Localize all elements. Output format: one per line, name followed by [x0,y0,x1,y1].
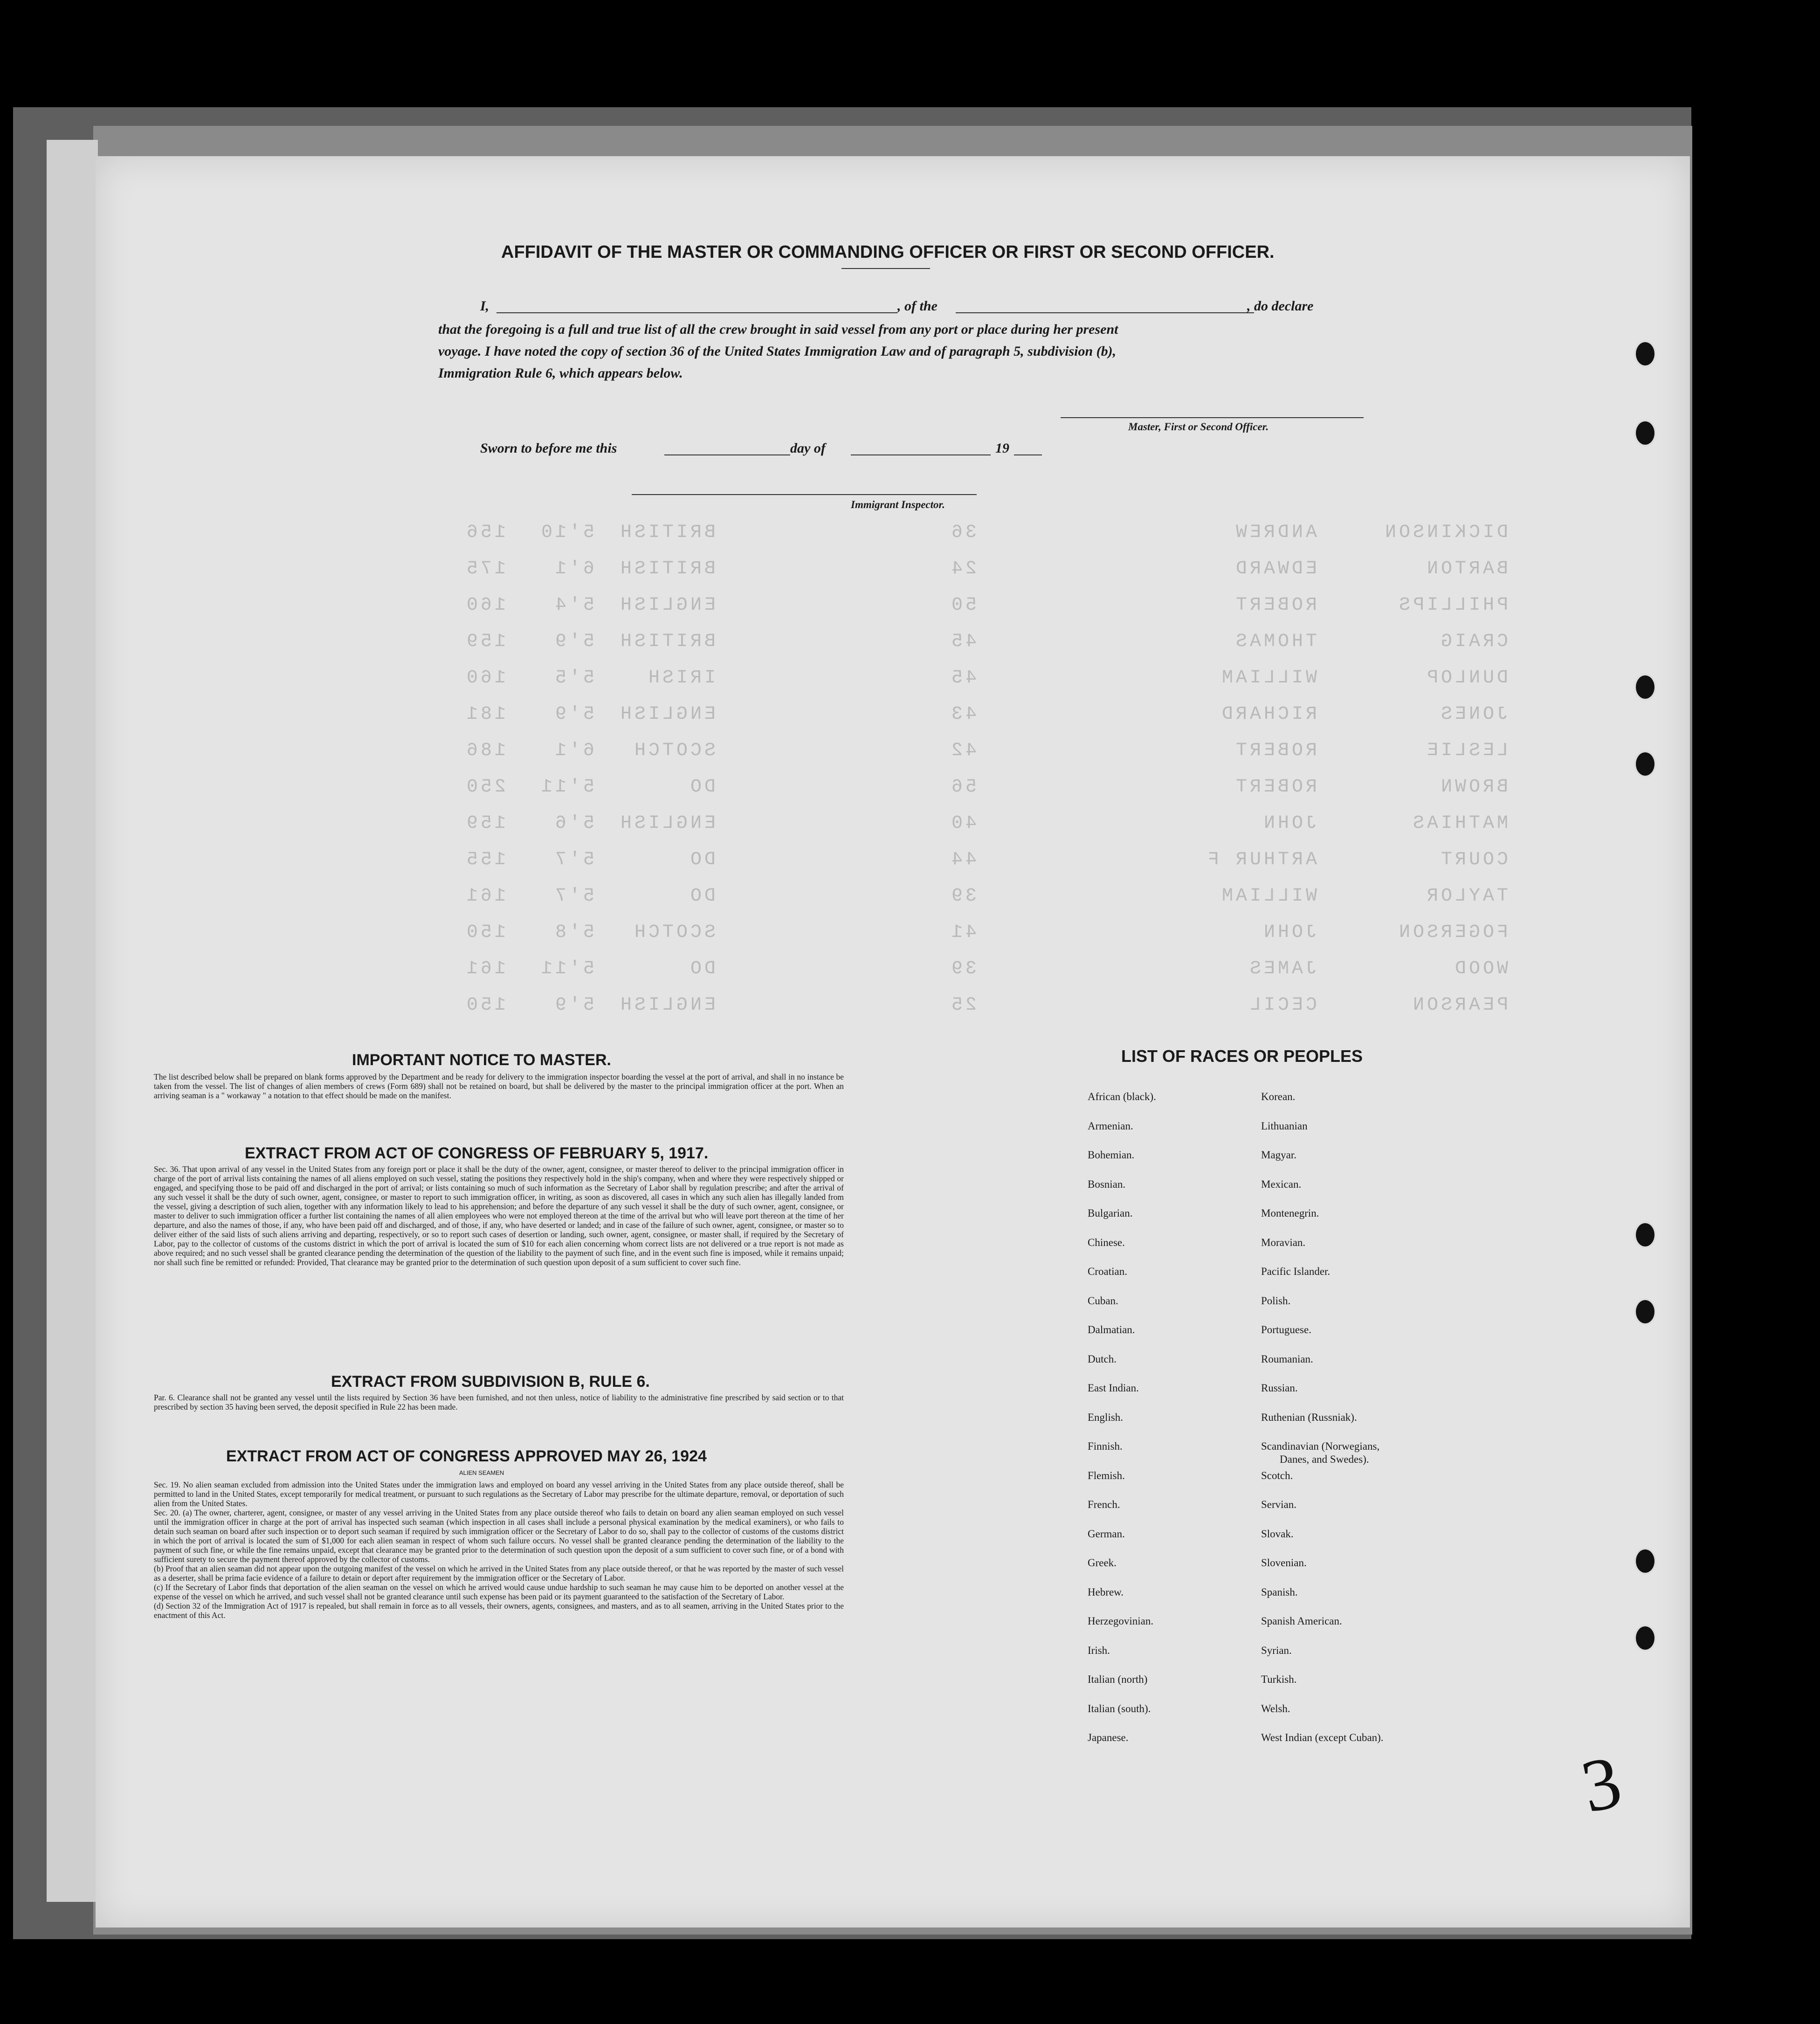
bleed-through-wt: 161 [463,958,506,979]
bleed-through-given: JOHN [1261,922,1317,943]
race-item: Croatian. [1088,1266,1127,1277]
bleed-through-given: WILLIAM [1219,886,1317,907]
extract-1917-title: EXTRACT FROM ACT OF CONGRESS OF FEBRUARY 5, 1917. [245,1144,709,1162]
bleed-through-surname: FOGERSON [1396,922,1508,943]
bleed-through-wt: 175 [463,558,506,579]
race-item: Moravian. [1261,1236,1306,1248]
race-item: Pacific Islander. [1261,1266,1331,1277]
bleed-through-ht: 5'9 [552,995,594,1016]
bleed-through-given: WILLIAM [1219,668,1317,688]
race-item: Irish. [1088,1644,1110,1656]
rule-6-text: Par. 6. Clearance shall not be granted any vessel until the lists required by Section 36 have been furnished, and not then unless, notice of liability to the administrative fine prescribed by said section or to that prescribed by section 35 having been served, the deposit specified in Rule 22 has been made. [154,1393,844,1411]
vessel-blank [956,312,1254,313]
bleed-through-given: ROBERT [1233,595,1317,616]
bleed-through-ht: 5'9 [552,704,594,725]
notice-title: IMPORTANT NOTICE TO MASTER. [352,1051,611,1069]
bleed-through-age: 39 [948,958,977,979]
bleed-through-wt: 160 [463,668,506,688]
bleed-through-given: ROBERT [1233,740,1317,761]
bleed-through-wt: 186 [463,740,506,761]
inspector-signature-blank [632,494,977,495]
bleed-through-row [96,558,1634,586]
race-item: Japanese. [1088,1732,1129,1743]
punch-hole [1634,340,1656,367]
sworn-day-blank [664,454,790,455]
race-item: Bohemian. [1088,1149,1135,1161]
race-item: Roumanian. [1261,1353,1313,1365]
document-page [96,156,1690,1928]
bleed-through-given: JOHN [1261,813,1317,834]
bleed-through-ht: 5'8 [552,922,594,943]
bleed-through-nat: DO [687,777,716,798]
affidavit-declare: , do declare [1247,298,1314,314]
race-item: Scotch. [1261,1469,1293,1481]
race-item: Bosnian. [1088,1178,1126,1190]
bleed-through-row [96,631,1634,659]
race-item: Polish. [1261,1294,1291,1307]
bleed-through-wt: 156 [463,522,506,543]
punch-hole [1634,1625,1656,1652]
race-item: Armenian. [1088,1120,1133,1132]
race-item: Mexican. [1261,1178,1302,1190]
bleed-through-wt: 159 [463,631,506,652]
bleed-through-ht: 5'7 [552,886,594,907]
bleed-through-age: 42 [948,740,977,761]
race-item: Finnish. [1088,1440,1123,1452]
race-item: Portuguese. [1261,1324,1311,1336]
section-20b: (b) Proof that an alien seaman did not appear upon the outgoing manifest of the vessel on which he arrived in the United States from any place outside thereof, or that he was reported by the master of such vessel as a deserter, shall be prima facie evidence of a failure to detain or deport after requirement by the immigration officer or the Secretary of Labor. [154,1564,844,1583]
bleed-through-ht: 6'1 [552,740,594,761]
bleed-through-given: ROBERT [1233,777,1317,798]
race-item: French. [1088,1499,1120,1510]
bleed-through-surname: MATHIAS [1410,813,1508,834]
punch-hole [1634,420,1656,447]
bleed-through-wt: 160 [463,595,506,616]
title-underline [841,268,930,269]
bleed-through-age: 39 [948,886,977,907]
race-item: Scandinavian (Norwegians, [1261,1440,1380,1452]
race-item: Cuban. [1088,1294,1118,1307]
race-item: Turkish. [1261,1673,1297,1685]
race-item-continuation: Danes, and Swedes). [1280,1453,1369,1465]
affidavit-line-4: Immigration Rule 6, which appears below. [438,365,683,381]
race-item: Servian. [1261,1499,1297,1510]
extract-1924-subtitle: ALIEN SEAMEN [459,1469,504,1476]
race-item: Hebrew. [1088,1586,1124,1598]
bleed-through-given: RICHARD [1219,704,1317,725]
race-item: Korean. [1261,1091,1296,1102]
bleed-through-age: 25 [948,995,977,1016]
section-20a: Sec. 20. (a) The owner, charterer, agent, consignee, or master of any vessel arriving in the United States from any place outside thereof who fails to detain on board any alien seaman employed on such vessel until the immigration officer in charge at the port of arrival has inspected such seaman (which inspection in all cases shall include a personal physical examination by the medical examiners), or who fails to detain such seaman on board after such inspection or to deport such seaman if required by such immigration officer or the Secretary of Labor to do so, shall pay to the collector of customs of the customs district in which the port of arrival is located the sum of $1,000 for each alien seaman in respect of whom such failure occurs. No vessel shall be granted clearance pending the determination of the liability to the payment of such fine, or while the fine remains unpaid, except that clearance may be granted prior to the determination of such question upon the deposit of a sum sufficient to cover such fine, or of a bond with sufficient surety to secure the payment thereof approved by the collector of customs. [154,1508,844,1564]
bleed-through-row [96,595,1634,623]
race-item: Dalmatian. [1088,1324,1135,1336]
race-item: Dutch. [1088,1353,1117,1365]
section-19: Sec. 19. No alien seaman excluded from admission into the United States under the immigration laws and employed on board any vessel arriving in the United States from any place outside thereof, shall be permitted to land in the United States, except temporarily for medical treatment, or pursuant to such regulations as the Secretary of Labor may prescribe for the ultimate departure, removal, or deportation of such alien from the United States. [154,1480,844,1508]
bleed-through-nat: SCOTCH [631,740,716,761]
rule-6-title: EXTRACT FROM SUBDIVISION B, RULE 6. [331,1373,650,1391]
bleed-through-wt: 150 [463,922,506,943]
bleed-through-row [96,740,1634,768]
punch-hole [1634,750,1656,778]
bleed-through-wt: 161 [463,886,506,907]
bleed-through-nat: ENGLISH [617,995,716,1016]
race-item: Spanish. [1261,1586,1298,1598]
race-item: Welsh. [1261,1702,1290,1714]
bleed-through-row [96,995,1634,1023]
extract-1924-title: EXTRACT FROM ACT OF CONGRESS APPROVED MAY 26, 1924 [226,1447,707,1465]
race-item: Magyar. [1261,1149,1297,1161]
bleed-through-nat: SCOTCH [631,922,716,943]
punch-hole [1634,1298,1656,1325]
page-edge-strip [47,140,98,1902]
affidavit-title: AFFIDAVIT OF THE MASTER OR COMMANDING OFFICER OR FIRST OR SECOND OFFICER. [501,242,1275,262]
bleed-through-age: 40 [948,813,977,834]
bleed-through-wt: 159 [463,813,506,834]
bleed-through-surname: DUNLOP [1424,668,1508,688]
affidavit-i: I, [480,298,489,314]
bleed-through-wt: 250 [463,777,506,798]
bleed-through-age: 41 [948,922,977,943]
bleed-through-nat: ENGLISH [617,813,716,834]
bleed-through-ht: 5'9 [552,631,594,652]
race-item: East Indian. [1088,1382,1139,1394]
race-item: Russian. [1261,1382,1298,1394]
extract-1917-text: Sec. 36. That upon arrival of any vessel in the United States from any foreign port or place it shall be the duty of the owner, agent, consignee, or master thereof to deliver to the principal immigration officer in charge of the port of arrival lists containing the names of all aliens employed on such vessel, stating the positions they respectively hold in the ship's company, when and where they were respectively shipped or engaged, and specifying those to be paid off and discharged in the port of arrival; or lists containing so much of such information as the Secretary of Labor shall by regulation prescribe; and after the arrival of any such vessel it shall be the duty of such owner, agent, consignee, or master to report to such immigration officer, in writing, as soon as discovered, all cases in which any such alien has illegally landed from the vessel, giving a description of such alien, together with any information likely to lead to his apprehension; and before the departure of any such vessel it shall be the duty of such owner, agent, consignee, or master to deliver to such immigration officer a further list containing the names of all alien employees who were not employed thereon at the time of the arrival but who will leave port thereon at the time of her departure, and also the names of those, if any, who have been paid off and discharged, and of those, if any, who have deserted or landed; and in case of the failure of such owner, agent, consignee, or master so to deliver either of the said lists of such aliens arriving and departing, respectively, or so to report such cases of desertion or landing, such owner, agent, consignee, or master shall, if required by the Secretary of Labor, pay to the collector of customs of the customs district in which the port of arrival is located the sum of $10 for each alien concerning whom correct lists are not delivered or a true report is not made as above required; and no such vessel shall be granted clearance pending the determination of the question of the liability to the payment of such fine, and in the event such fine is imposed, while it remains unpaid; nor shall such fine be remitted or refunded: Provided, That clearance may be granted prior to the determination of such question upon deposit of a sum sufficient to cover such fine. [154,1164,844,1267]
race-item: Ruthenian (Russniak). [1261,1411,1357,1423]
punch-hole [1634,674,1656,701]
race-item: Italian (north) [1088,1673,1148,1685]
bleed-through-nat: IRISH [645,668,716,688]
bleed-through-ht: 5'4 [552,595,594,616]
race-item: German. [1088,1528,1125,1540]
bleed-through-nat: BRITISH [617,558,716,579]
bleed-through-surname: COURT [1438,849,1508,870]
bleed-through-row [96,886,1634,914]
bleed-through-surname: PHILLIPS [1396,595,1508,616]
bleed-through-nat: BRITISH [617,631,716,652]
bleed-through-age: 43 [948,704,977,725]
affidavit-line-2: that the foregoing is a full and true list of all the crew brought in said vessel from any port or place during her present [438,322,1118,337]
bleed-through-ht: 5'7 [552,849,594,870]
bleed-through-age: 45 [948,668,977,688]
handwritten-page-mark: 3 [1574,1739,1628,1829]
bleed-through-row [96,522,1634,550]
bleed-through-ht: 5'11 [538,777,594,798]
extract-1924-body [154,1480,844,1620]
bleed-through-ht: 5'10 [538,522,594,543]
race-item: Herzegovinian. [1088,1615,1154,1627]
race-item: Slovak. [1261,1528,1294,1540]
bleed-through-wt: 181 [463,704,506,725]
bleed-through-given: JAMES [1247,958,1317,979]
bleed-through-surname: TAYLOR [1424,886,1508,907]
bleed-through-ht: 6'1 [552,558,594,579]
bleed-through-ht: 5'11 [538,958,594,979]
bleed-through-row [96,668,1634,695]
bleed-through-surname: DICKINSON [1382,522,1508,543]
bleed-through-nat: DO [687,849,716,870]
bleed-through-wt: 150 [463,995,506,1016]
bleed-through-wt: 155 [463,849,506,870]
sworn-label: Sworn to before me this [480,441,617,456]
bleed-through-ht: 5'6 [552,813,594,834]
year-prefix: 19 [995,441,1009,456]
bleed-through-nat: ENGLISH [617,704,716,725]
bleed-through-surname: BARTON [1424,558,1508,579]
bleed-through-given: CECIL [1247,995,1317,1016]
bleed-through-surname: CRAIG [1438,631,1508,652]
bleed-through-age: 44 [948,849,977,870]
race-item: Greek. [1088,1557,1117,1569]
affidavit-of-the: , of the [897,298,938,314]
bleed-through-age: 24 [948,558,977,579]
race-item: Italian (south). [1088,1702,1151,1714]
race-item: West Indian (except Cuban). [1261,1732,1384,1743]
bleed-through-surname: JONES [1438,704,1508,725]
bleed-through-row [96,704,1634,732]
bleed-through-age: 45 [948,631,977,652]
name-blank [496,312,897,313]
bleed-through-nat: BRITISH [617,522,716,543]
race-item: Montenegrin. [1261,1207,1319,1219]
year-blank [1014,454,1042,455]
master-signature-blank [1061,417,1364,418]
race-item: African (black). [1088,1091,1156,1102]
bleed-through-surname: PEARSON [1410,995,1508,1016]
notice-text: The list described below shall be prepared on blank forms approved by the Department and be ready for delivery to the immigration inspector boarding the vessel at the port of arrival, and shall in no instance be taken from the vessel. The list of changes of alien members of crews (Form 689) shall not be retained on board, but shall be delivered by the master to the principal immigration officer at the port. When an arriving seaman is a " workaway " a notation to that effect should be made on the manifest. [154,1072,844,1100]
race-item: Lithuanian [1261,1120,1308,1132]
race-item: Syrian. [1261,1644,1292,1656]
bleed-through-row [96,922,1634,950]
race-item: Spanish American. [1261,1615,1342,1627]
bleed-through-nat: ENGLISH [617,595,716,616]
sworn-month-blank [851,454,991,455]
bleed-through-nat: DO [687,958,716,979]
bleed-through-given: ARTHUR F [1205,849,1317,870]
section-20c: (c) If the Secretary of Labor finds that deportation of the alien seaman on the vessel on which he arrived would cause undue hardship to such seaman he may cause him to be deported on another vessel at the expense of the vessel on which he arrived, and such vessel shall not be granted clearance until such expense has been paid or its payment guaranteed to the satisfaction of the Secretary of Labor. [154,1583,844,1601]
bleed-through-row [96,849,1634,877]
race-item: Chinese. [1088,1236,1125,1248]
race-item: Bulgarian. [1088,1207,1133,1219]
bleed-through-surname: BROWN [1438,777,1508,798]
bleed-through-row [96,777,1634,805]
race-item: Flemish. [1088,1469,1125,1481]
bleed-through-given: ANDREW [1233,522,1317,543]
races-title: LIST OF RACES OR PEOPLES [1121,1046,1363,1066]
race-item: Slovenian. [1261,1557,1307,1569]
section-20d: (d) Section 32 of the Immigration Act of 1917 is repealed, but shall remain in force as to all vessels, their owners, agents, consignees, and masters, and as to all seamen, arriving in the United States prior to the enactment of this Act. [154,1601,844,1620]
affidavit-line-3: voyage. I have noted the copy of section 36 of the United States Immigration Law and of paragraph 5, subdivision (b), [438,344,1117,359]
bleed-through-ht: 5'5 [552,668,594,688]
punch-hole [1634,1221,1656,1248]
master-label: Master, First or Second Officer. [1128,421,1269,433]
bleed-through-age: 36 [948,522,977,543]
punch-hole [1634,1548,1656,1575]
bleed-through-row [96,958,1634,986]
bleed-through-given: EDWARD [1233,558,1317,579]
race-item: English. [1088,1411,1124,1423]
bleed-through-surname: WOOD [1452,958,1508,979]
bleed-through-surname: LESLIE [1424,740,1508,761]
bleed-through-row [96,813,1634,841]
day-of-label: day of [790,441,826,456]
bleed-through-age: 56 [948,777,977,798]
bleed-through-nat: DO [687,886,716,907]
bleed-through-given: THOMAS [1233,631,1317,652]
inspector-label: Immigrant Inspector. [851,499,945,510]
bleed-through-age: 50 [948,595,977,616]
